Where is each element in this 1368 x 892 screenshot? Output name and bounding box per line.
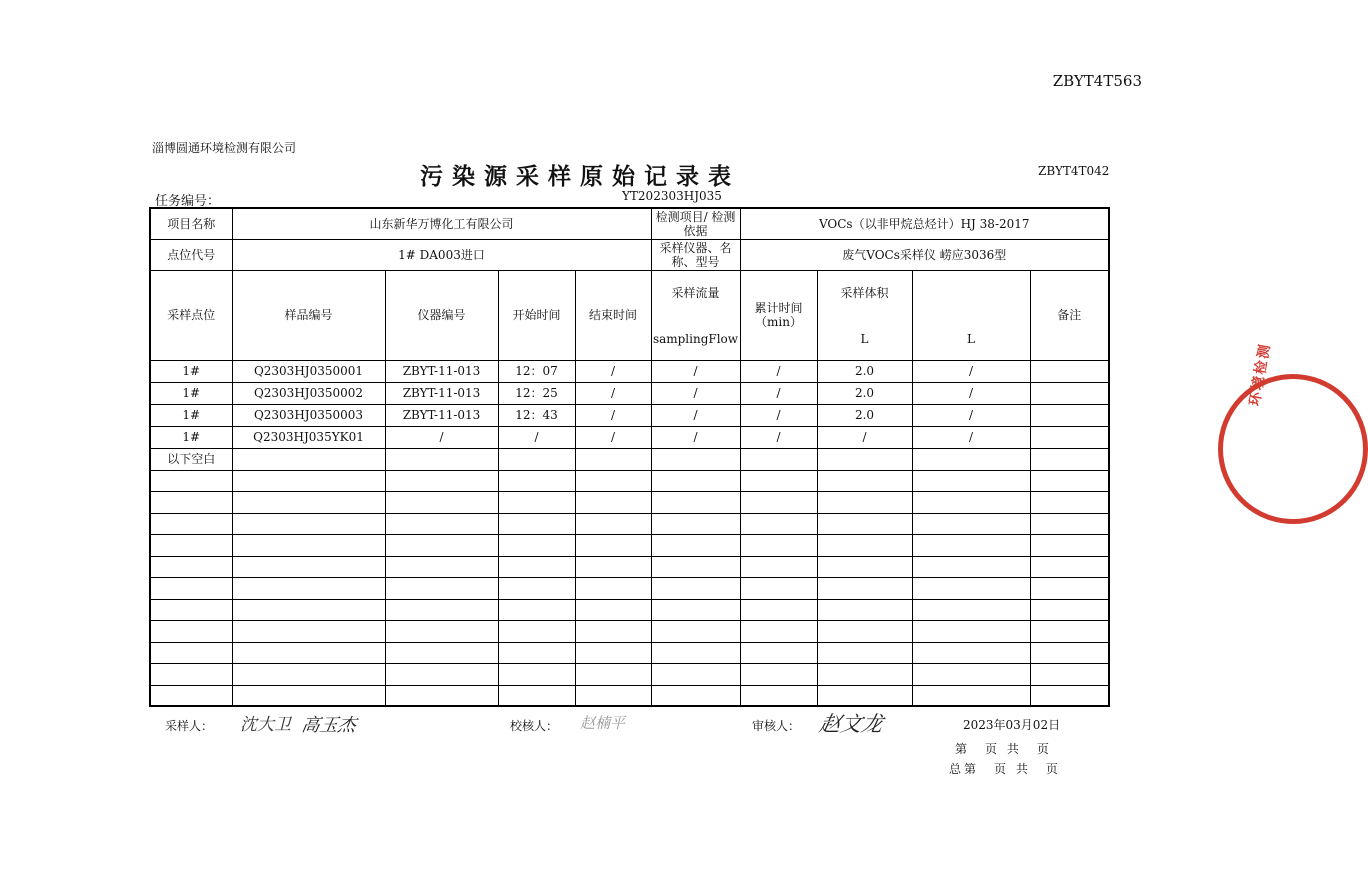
page-title: 污染源采样原始记录表 <box>420 163 740 190</box>
document-id: ZBYT4T563 <box>1052 72 1142 90</box>
task-number-label: 任务编号： <box>155 194 221 209</box>
cell-extra: / <box>912 382 1030 404</box>
header-volume-unit: L <box>860 331 869 346</box>
cell-sample-no: Q2303HJ0350002 <box>232 382 385 404</box>
empty-row <box>150 534 1109 556</box>
sampler-signature-2: 高玉杰 <box>299 715 358 736</box>
cell-sample-no: Q2303HJ035YK01 <box>232 426 385 448</box>
header-flow-label: 采样流量 <box>671 285 720 300</box>
empty-row <box>150 663 1109 685</box>
checker-signature: 赵楠平 <box>580 714 626 732</box>
point-code: 1# DA003进口 <box>232 239 651 270</box>
empty-row <box>150 599 1109 620</box>
project-name: 山东新华万博化工有限公司 <box>232 208 651 239</box>
cell-point: 1# <box>150 404 232 426</box>
empty-row <box>150 685 1109 706</box>
cell-start-time: 12：43 <box>498 404 575 426</box>
blank-note: 以下空白 <box>150 448 232 470</box>
header-flow <box>651 270 740 360</box>
cell-start-time: 12：07 <box>498 360 575 382</box>
sampler-label: 采样人： <box>165 719 214 733</box>
header-cumulative-time: 累计时间（min） <box>740 270 817 360</box>
empty-row <box>150 470 1109 491</box>
total-page-line: 总第 页 共 页 <box>949 762 1061 776</box>
cell-end-time: / <box>575 360 651 382</box>
cell-point: 1# <box>150 382 232 404</box>
reviewer-signature: 赵文龙 <box>817 712 886 736</box>
form-code: ZBYT4T042 <box>1038 164 1110 178</box>
project-name-label: 项目名称 <box>150 208 232 239</box>
empty-row <box>150 513 1109 534</box>
header-sample-no: 样品编号 <box>232 270 385 360</box>
cell-end-time: / <box>575 382 651 404</box>
header-end-time: 结束时间 <box>575 270 651 360</box>
header-start-time: 开始时间 <box>498 270 575 360</box>
reviewer-label: 审核人： <box>752 719 801 733</box>
cell-flow: / <box>651 382 740 404</box>
cell-cumulative: / <box>740 382 817 404</box>
cell-remarks <box>1030 404 1109 426</box>
cell-sample-no: Q2303HJ0350003 <box>232 404 385 426</box>
header-extra-unit: L <box>967 331 975 346</box>
point-code-label: 点位代号 <box>150 239 232 270</box>
cell-point: 1# <box>150 360 232 382</box>
header-volume <box>817 270 912 360</box>
cell-instrument-no: / <box>385 426 498 448</box>
cell-flow: / <box>651 404 740 426</box>
cell-extra: / <box>912 360 1030 382</box>
cell-start-time: / <box>498 426 575 448</box>
column-header-row <box>150 270 1109 360</box>
official-seal-text: 环境检测 <box>1246 341 1274 408</box>
cell-point: 1# <box>150 426 232 448</box>
cell-volume: 2.0 <box>817 360 912 382</box>
cell-cumulative: / <box>740 404 817 426</box>
cell-cumulative: / <box>740 426 817 448</box>
info-row-point <box>150 239 1109 270</box>
cell-start-time: 12：25 <box>498 382 575 404</box>
instrument-label: 采样仪器、名称、型号 <box>651 239 740 270</box>
table-row <box>150 382 1109 404</box>
header-extra <box>912 270 1030 360</box>
page-number-line: 第 页 共 页 <box>955 742 1052 756</box>
official-seal <box>1218 374 1368 524</box>
cell-remarks <box>1030 360 1109 382</box>
header-volume-label: 采样体积 <box>840 285 889 300</box>
header-point: 采样点位 <box>150 270 232 360</box>
test-item: VOCs（以非甲烷总烃计）HJ 38-2017 <box>740 208 1109 239</box>
table-row <box>150 360 1109 382</box>
info-row-project <box>150 208 1109 239</box>
cell-volume: 2.0 <box>817 404 912 426</box>
cell-flow: / <box>651 426 740 448</box>
instrument: 废气VOCs采样仪 崂应3036型 <box>740 239 1109 270</box>
cell-instrument-no: ZBYT-11-013 <box>385 382 498 404</box>
cell-instrument-no: ZBYT-11-013 <box>385 404 498 426</box>
cell-instrument-no: ZBYT-11-013 <box>385 360 498 382</box>
cell-remarks <box>1030 382 1109 404</box>
table-row <box>150 426 1109 448</box>
header-remarks: 备注 <box>1030 270 1109 360</box>
cell-remarks <box>1030 426 1109 448</box>
cell-volume: / <box>817 426 912 448</box>
cell-volume: 2.0 <box>817 382 912 404</box>
table-row <box>150 404 1109 426</box>
empty-row <box>150 642 1109 663</box>
cell-extra: / <box>912 404 1030 426</box>
cell-end-time: / <box>575 404 651 426</box>
sampling-record-table <box>149 207 1110 707</box>
empty-row <box>150 620 1109 642</box>
header-flow-sub: samplingFlow <box>652 331 739 346</box>
task-number: YT202303HJ035 <box>622 189 722 203</box>
cell-end-time: / <box>575 426 651 448</box>
table-row <box>150 448 1109 470</box>
cell-cumulative: / <box>740 360 817 382</box>
cell-sample-no: Q2303HJ0350001 <box>232 360 385 382</box>
company-name: 淄博圆通环境检测有限公司 <box>152 141 297 155</box>
test-item-label: 检测项目/ 检测依据 <box>651 208 740 239</box>
record-date: 2023年03月02日 <box>963 718 1061 732</box>
empty-row <box>150 577 1109 599</box>
sampler-signature-1: 沈大卫 <box>240 715 291 735</box>
empty-row <box>150 491 1109 513</box>
checker-label: 校核人： <box>510 719 559 733</box>
empty-row <box>150 556 1109 577</box>
cell-flow: / <box>651 360 740 382</box>
header-instrument-no: 仪器编号 <box>385 270 498 360</box>
cell-extra: / <box>912 426 1030 448</box>
